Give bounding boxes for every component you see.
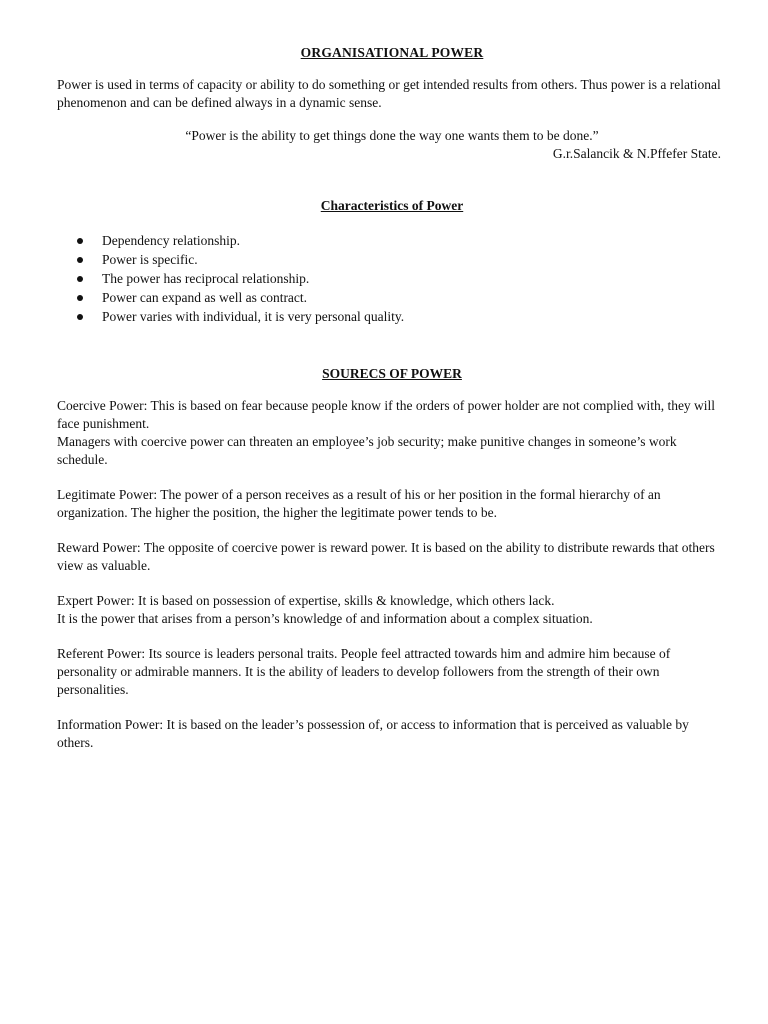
list-item: The power has reciprocal relationship. <box>57 270 727 289</box>
list-item: Power can expand as well as contract. <box>57 289 727 308</box>
information-power-paragraph: Information Power: It is based on the leader’s possession of, or access to information that is perceived as valuable by others. <box>57 717 689 750</box>
document-title: ORGANISATIONAL POWER <box>300 45 484 60</box>
list-item: Power varies with individual, it is very personal quality. <box>57 308 727 327</box>
legitimate-power-paragraph: Legitimate Power: The power of a person receives as a result of his or her position in the formal hierarchy of an organization. The higher the position, the higher the legitimate power tends to be. <box>57 487 661 520</box>
coercive-power-paragraph-2: Managers with coercive power can threaten an employee’s job security; make punitive changes in someone’s work schedule. <box>57 434 677 467</box>
coercive-power-paragraph: Coercive Power: This is based on fear because people know if the orders of power holder are not complied with, they will face punishment. <box>57 398 716 431</box>
document-page <box>57 44 727 752</box>
expert-power-paragraph: Expert Power: It is based on possession of expertise, skills & knowledge, which others lack. <box>57 593 555 608</box>
quote-attribution: G.r.Salancik & N.Pffefer State. <box>552 146 721 161</box>
intro-paragraph: Power is used in terms of capacity or ability to do something or get intended results from others. Thus power is a relational phenomenon and can be defined always in a dynamic sense. <box>57 77 721 110</box>
expert-power-paragraph-2: It is the power that arises from a person’s knowledge of and information about a complex situation. <box>57 611 593 626</box>
list-item: Dependency relationship. <box>57 232 727 251</box>
characteristics-list <box>57 232 727 327</box>
quote-text: “Power is the ability to get things done the way one wants them to be done.” <box>185 128 599 143</box>
characteristics-heading: Characteristics of Power <box>320 198 464 213</box>
reward-power-paragraph: Reward Power: The opposite of coercive power is reward power. It is based on the ability to distribute rewards that others view as valuable. <box>57 540 715 573</box>
list-item: Power is specific. <box>57 251 727 270</box>
sources-heading: SOURECS OF POWER <box>322 366 462 381</box>
referent-power-paragraph: Referent Power: Its source is leaders personal traits. People feel attracted towards him and admire him because of personality or admirable manners. It is the ability of leaders to develop followers from the strength of their own personalities. <box>57 646 671 697</box>
